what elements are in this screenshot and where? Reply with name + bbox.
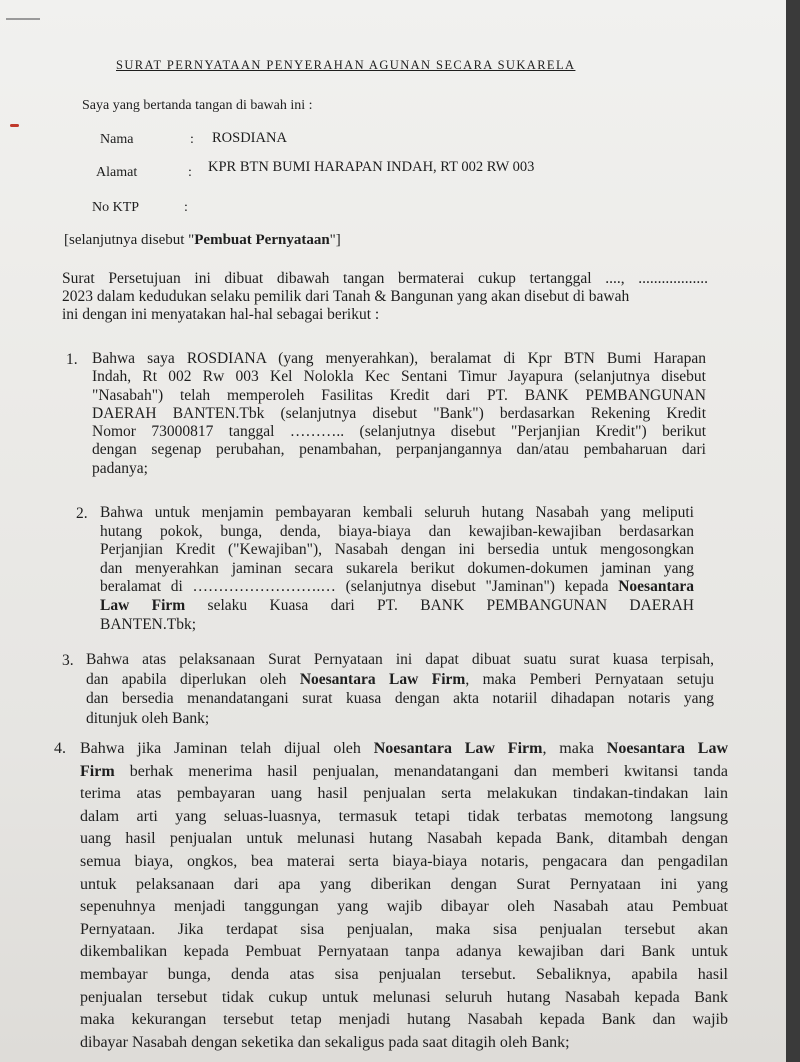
law-firm-name: Noesantara [618,578,694,596]
field-label-alamat: Alamat [96,165,138,180]
item-line-part: beralamat di …………………….… (selanjutnya disebut "Jaminan") kepada [100,578,619,596]
document-title: SURAT PERNYATAAN PENYERAHAN AGUNAN SECARA SUKARELA [116,58,576,72]
item-line: Nomor 73000817 tanggal ……….. (selanjutnya disebut "Perjanjian Kredit") berikut [92,423,706,441]
item-line-part: berhak menerima hasil penjualan, menandatangani dan memberi kwitansi tanda [114,762,728,780]
selanjutnya-line [64,232,341,249]
item-line: maka kekurangan tersebut tetap menjadi hutang Nasabah kepada Bank dan wajib [80,1011,728,1029]
preamble-line: 2023 dalam kedudukan selaku pemilik dari Tanah & Bangunan yang akan disebut di bawah [62,288,630,305]
item-line: untuk pelaksanaan dari apa yang diberikan dengan Surat Pernyataan ini yang [80,875,728,893]
item-number-3: 3. [62,652,74,669]
red-ink-mark [10,124,19,127]
law-firm-name: Firm [80,762,115,780]
item-line: sepenuhnya menjadi tanggungan yang wajib dibayar oleh Nasabah atau Pembuat [80,898,728,916]
item-line: "Nasabah") telah memperoleh Fasilitas Kredit dari PT. BANK PEMBANGUNAN [92,386,706,404]
preamble-line: Surat Persetujuan ini dibuat dibawah tangan bermaterai cukup tertanggal ...., .................. [62,270,708,287]
item-line: hutang pokok, bunga, denda, biaya-biaya dan kewajiban-kewajiban berdasarkan [100,522,694,540]
selanjutnya-prefix: [selanjutnya disebut " [64,232,195,248]
item-line [100,578,694,597]
item-line: dan bersedia menandatangani surat kuasa dengan akta notariil dihadapan notaris yang [86,690,714,707]
item-line-part: , maka [542,740,607,757]
item-line: terima atas pembayaran uang hasil penjualan serta melakukan tindakan-tindakan lain [80,785,728,803]
item-line: dikembalikan kepada Pembuat Pernyataan tanpa adanya kewajiban dari Bank untuk [80,943,728,961]
item-3-text [86,650,714,728]
field-colon-nama: : [190,132,194,147]
item-line: ditunjuk oleh Bank; [86,709,210,727]
item-1-text [92,350,706,478]
item-line: dibayar Nasabah dengan seketika dan sekaligus pada saat ditagih oleh Bank; [80,1033,570,1051]
item-line [100,597,694,616]
item-line: Bahwa untuk menjamin pembayaran kembali seluruh hutang Nasabah yang meliputi [100,504,694,521]
field-value-alamat: KPR BTN BUMI HARAPAN INDAH, RT 002 RW 003 [208,159,535,175]
intro-text: Saya yang bertanda tangan di bawah ini : [82,98,313,113]
item-line: Indah, Rt 002 Rw 003 Kel Nolokla Kec Sentani Timur Jayapura (selanjutnya disebut [92,368,706,386]
item-line-part: Bahwa jika Jaminan telah dijual oleh [80,740,374,757]
item-line: membayar bunga, denda atas sisa penjualan tersebut. Sebaliknya, apabila hasil [80,965,728,983]
field-colon-alamat: : [188,165,192,180]
pembuat-pernyataan-term: Pembuat Pernyataan [194,232,330,248]
item-line: Perjanjian Kredit ("Kewajiban"), Nasabah dengan ini bersedia untuk mengosongkan [100,541,694,559]
item-line-part: , maka Pemberi Pernyataan setuju [465,670,715,688]
field-label-nama: Nama [100,132,134,147]
preamble-line: ini dengan ini menyatakan hal-hal sebagai berikut : [62,306,380,323]
law-firm-name: Noesantara Law Firm [373,740,543,757]
item-line-part: dan apabila diperlukan oleh [86,670,300,688]
item-line [86,670,714,690]
item-line: dalam arti yang seluas-luasnya, termasuk tetapi tidak terbatas memotong langsung [80,807,728,825]
item-line: uang hasil penjualan untuk melunasi hutang Nasabah kepada Bank, ditambah dengan [80,830,728,848]
selanjutnya-suffix: "] [329,232,341,248]
law-firm-name: Noesantara Law [606,740,729,757]
item-line-part: selaku Kuasa dari PT. BANK PEMBANGUNAN DAERAH [185,596,694,614]
item-line: penjualan tersebut tidak cukup untuk melunasi seluruh hutang Nasabah kepada Bank [80,988,728,1006]
item-line [80,738,728,761]
field-value-nama: ROSDIANA [212,130,287,146]
item-2-text [100,504,694,634]
item-line [80,761,728,784]
item-line: Bahwa atas pelaksanaan Surat Pernyataan ini dapat dibuat suatu surat kuasa terpisah, [86,651,714,668]
law-firm-name: Noesantara Law Firm [299,670,466,688]
item-line: Pernyataan. Jika terdapat sisa penjualan, maka sisa penjualan tersebut akan [80,920,728,938]
item-number-1: 1. [66,351,78,368]
item-line: dan menyerahkan jaminan secara sukarela berikut dokumen-dokumen jaminan yang [100,559,694,577]
item-line: DAERAH BANTEN.Tbk (selanjutnya disebut "Bank") berdasarkan Rekening Kredit [92,404,706,422]
field-colon-no-ktp: : [184,200,188,215]
item-line: Bahwa saya ROSDIANA (yang menyerahkan), beralamat di Kpr BTN Bumi Harapan [92,350,706,367]
item-line: padanya; [92,459,148,477]
preamble-paragraph [62,270,708,324]
field-label-no-ktp: No KTP [92,200,140,215]
item-line: BANTEN.Tbk; [100,615,197,633]
item-4-text [80,738,728,1054]
item-number-2: 2. [76,505,88,522]
item-number-4: 4. [54,740,66,757]
item-line: dengan segenap perubahan, penambahan, perpanjangannya dan/atau pembaharuan dari [92,441,706,459]
item-line: semua biaya, ongkos, bea materai serta biaya-biaya notaris, pengacara dan pengadilan [80,852,728,870]
top-edge-mark [6,18,40,20]
law-firm-name: Law Firm [100,596,186,614]
